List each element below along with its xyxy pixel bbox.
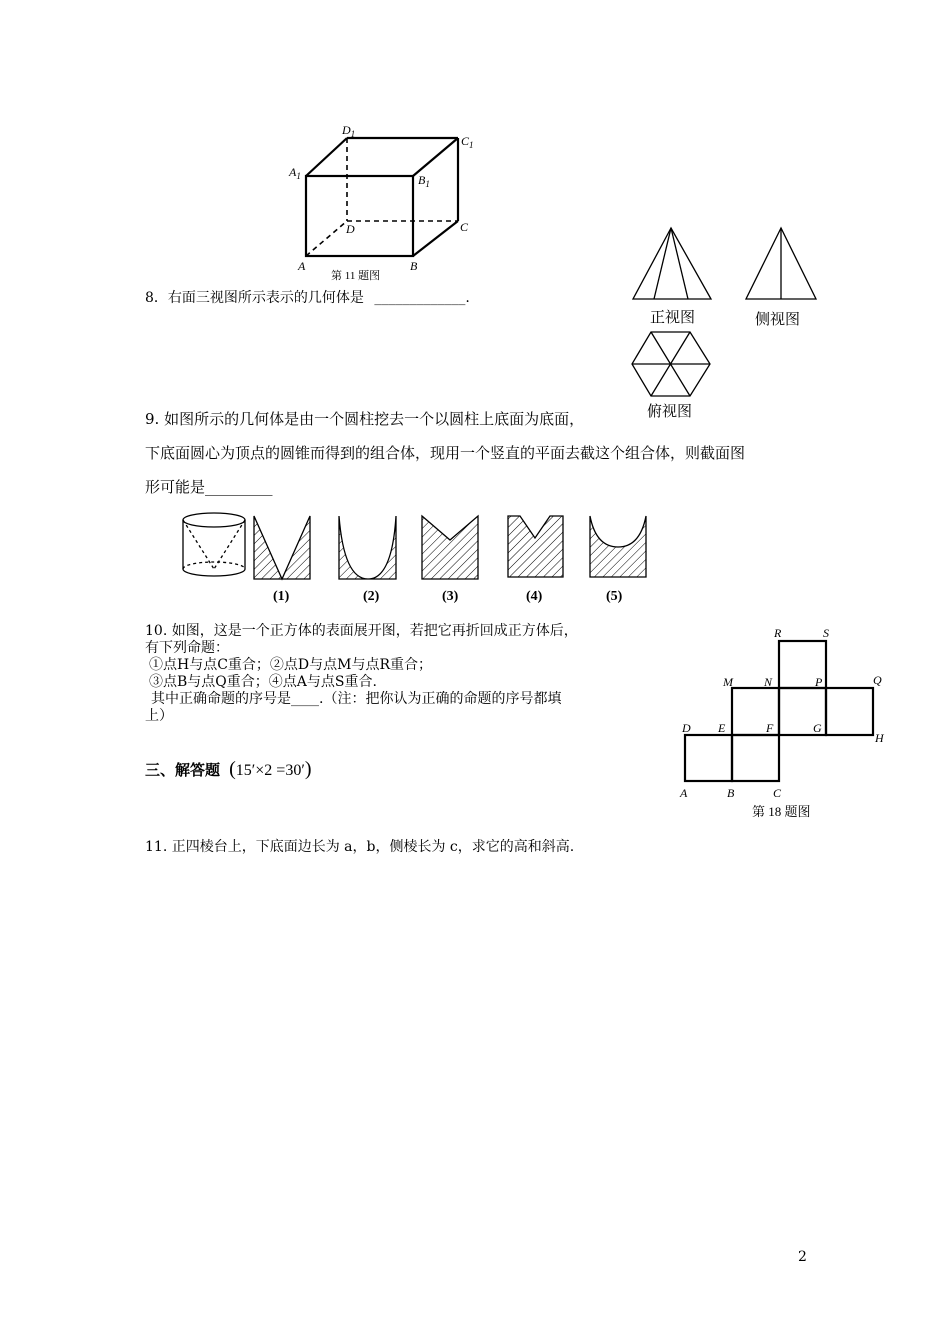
q8-blank: _____________ [374,290,466,306]
option-5-label: (5) [606,589,623,604]
q10-line4: ③点B与点Q重合；④点A与点S重合. [149,674,377,690]
q8-end: . [465,290,470,306]
section-3-title: 三、解答题 [145,761,221,779]
page-number: 2 [798,1249,807,1265]
section-3-paren-close: ) [304,758,312,780]
net-label-q: Q [873,673,882,687]
label-c: C [460,220,469,234]
net-label-f: F [766,721,774,735]
label-c1: $C_1$ [461,134,474,150]
option-4-label: (4) [526,589,543,604]
q10-line6: 上） [145,708,173,724]
q8-text: 8．右面三视图所示表示的几何体是 [145,290,364,306]
figure18-caption: 第 18 题图 [752,804,811,819]
q10-line3: ①点H与点C重合；②点D与点M与点R重合； [149,657,433,673]
section-3-heading [145,758,312,781]
net-label-p: P [815,675,823,689]
option-1-label: (1) [273,589,290,604]
net-label-c: C [773,786,782,800]
top-view-label: 俯视图 [647,402,693,420]
q9-line1: 9. 如图所示的几何体是由一个圆柱挖去一个以圆柱上底面为底面， [145,410,585,428]
net-label-d: D [682,721,691,735]
net-label-s: S [823,626,829,640]
net-label-e: E [718,721,726,735]
label-b: B [410,259,418,273]
front-view-label: 正视图 [650,308,696,326]
net-label-a: A [680,786,688,800]
label-a: A [298,259,306,273]
label-d1: $D_1$ [342,123,356,139]
net-label-n: N [764,675,773,689]
q10-line2: 有下列命题： [145,640,229,656]
net-label-r: R [774,626,782,640]
q9-line2: 下底面圆心为顶点的圆锥而得到的组合体，现用一个竖直的平面去截这个组合体，则截面图 [145,444,746,462]
side-view-label: 侧视图 [755,310,801,328]
option-2-label: (2) [363,589,380,604]
net-label-m: M [723,675,733,689]
section-3-score: 15′×2 =30′ [235,762,305,779]
label-b1: $B_1$ [418,173,430,189]
option-3-label: (3) [442,589,459,604]
figure11-caption: 第 11 题图 [331,270,381,282]
q10-line1: 10. 如图，这是一个正方体的表面展开图，若把它再折回成正方体后， [145,623,578,639]
q9-line3: 形可能是_________ [145,478,273,496]
label-d: D [346,222,355,236]
section-3-paren-open: ( [229,758,236,780]
net-label-b: B [727,786,735,800]
net-label-h: H [875,731,884,745]
label-a1: $A_1$ [289,165,301,181]
question-11: 11. 正四棱台上，下底面边长为 a，b，侧棱长为 c，求它的高和斜高. [145,839,575,855]
net-label-g: G [813,721,822,735]
q10-line5: 其中正确命题的序号是____.（注：把你认为正确的命题的序号都填 [151,691,562,707]
